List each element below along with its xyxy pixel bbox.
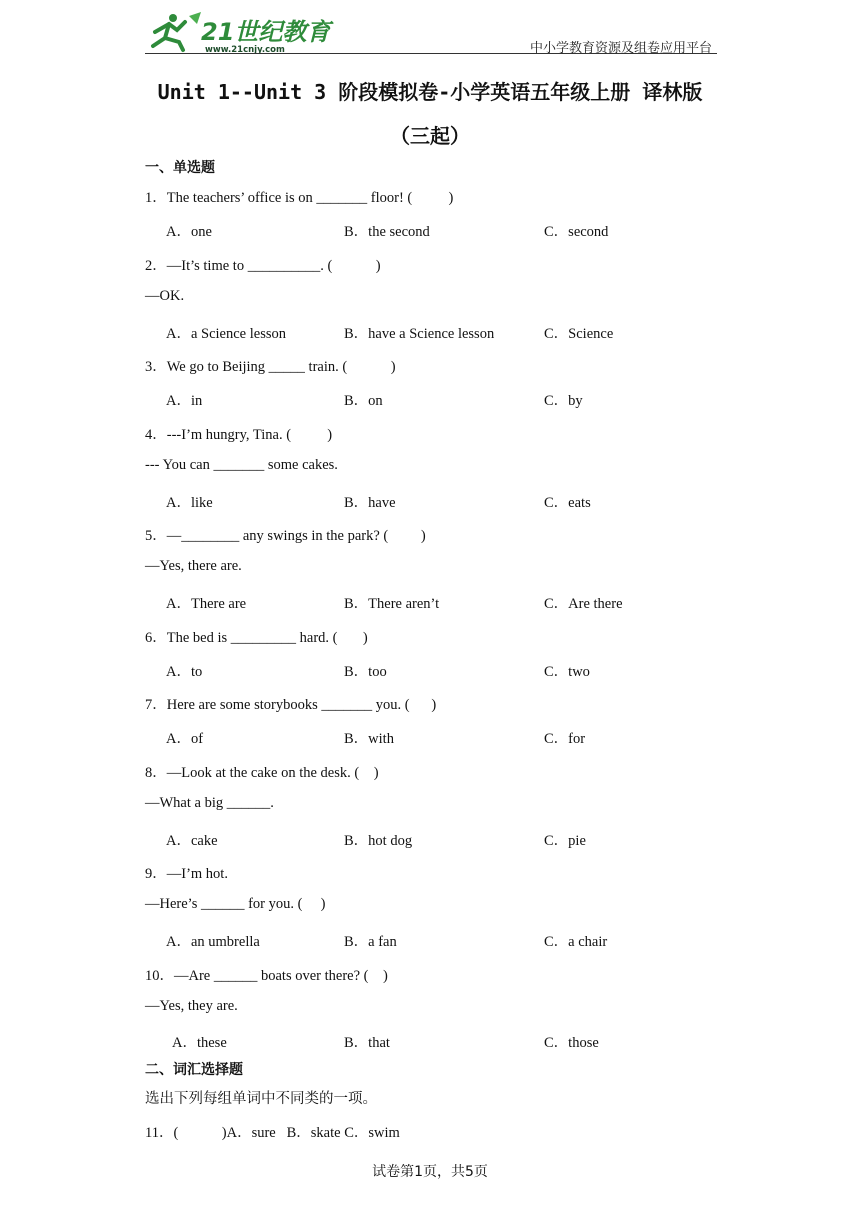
svg-text:www.21cnjy.com: www.21cnjy.com (205, 45, 285, 55)
question-3-option-b[interactable]: B．on (344, 393, 383, 409)
question-10-option-b[interactable]: B．that (344, 1035, 390, 1051)
logo (145, 10, 331, 55)
question-9-stem: 9．—I’m hot. (145, 866, 228, 882)
question-1-stem: 1．The teachers’ office is on _______ floor! ( ) (145, 190, 454, 206)
question-4-option-a[interactable]: A．like (166, 495, 213, 511)
question-9-option-b[interactable]: B．a fan (344, 934, 397, 950)
question-2-option-c[interactable]: C．Science (544, 326, 614, 342)
question-7-option-c[interactable]: C．for (544, 731, 586, 747)
question-8-option-c[interactable]: C．pie (544, 833, 586, 849)
question-8-option-a[interactable]: A．cake (166, 833, 218, 849)
question-6-option-c[interactable]: C．two (544, 664, 590, 680)
exam-title: Unit 1--Unit 3 阶段模拟卷-小学英语五年级上册 译林版 (157, 80, 703, 104)
question-11-stem: 11．( )A．sure B．skate C．swim (145, 1125, 400, 1141)
question-7-option-a[interactable]: A．of (166, 731, 204, 747)
header-divider (145, 53, 717, 54)
question-9-option-a[interactable]: A．an umbrella (166, 934, 260, 950)
question-5-option-a[interactable]: A．There are (166, 596, 247, 612)
question-3-option-c[interactable]: C．by (544, 393, 583, 409)
question-10-reply: —Yes, they are. (145, 998, 238, 1014)
question-6-option-b[interactable]: B．too (344, 664, 387, 680)
question-5-reply: —Yes, there are. (145, 558, 242, 574)
question-3-stem: 3．We go to Beijing _____ train. ( ) (145, 359, 396, 375)
question-5-stem: 5．—________ any swings in the park? ( ) (145, 528, 426, 544)
question-10-stem: 10．—Are ______ boats over there? ( ) (145, 968, 388, 984)
platform-name: 中小学教育资源及组卷应用平台 (529, 41, 712, 56)
question-8-option-b[interactable]: B．hot dog (344, 833, 413, 849)
question-5-option-c[interactable]: C．Are there (544, 596, 623, 612)
exam-subtitle: （三起） (390, 124, 470, 148)
question-4-option-b[interactable]: B．have (344, 495, 396, 511)
question-9-option-c[interactable]: C．a chair (544, 934, 608, 950)
question-10-option-a[interactable]: A．these (172, 1035, 227, 1051)
question-2-option-b[interactable]: B．have a Science lesson (344, 326, 495, 342)
section-2-instruction: 选出下列每组单词中不同类的一项。 (145, 1091, 377, 1107)
question-7-option-b[interactable]: B．with (344, 731, 394, 747)
question-7-stem: 7．Here are some storybooks _______ you. ( ) (145, 697, 437, 713)
page-header (145, 10, 717, 56)
question-6-option-a[interactable]: A．to (166, 664, 203, 680)
question-8-reply: —What a big ______. (145, 795, 274, 811)
question-5-option-b[interactable]: B．There aren’t (344, 596, 440, 612)
question-2-option-a[interactable]: A．a Science lesson (166, 326, 286, 342)
question-9-reply: —Here’s ______ for you. ( ) (145, 896, 326, 912)
question-4-option-c[interactable]: C．eats (544, 495, 591, 511)
section-heading-vocabulary: 二、词汇选择题 (145, 1062, 243, 1078)
question-6-stem: 6．The bed is _________ hard. ( ) (145, 630, 368, 646)
question-4-stem: 4．---I’m hungry, Tina. ( ) (145, 427, 333, 443)
logo-icon (145, 10, 331, 55)
question-10-option-c[interactable]: C．those (544, 1035, 599, 1051)
svg-text:21世纪教育: 21世纪教育 (201, 18, 331, 46)
question-4-reply: --- You can _______ some cakes. (145, 457, 338, 473)
page-footer: 试卷第1页，共5页 (372, 1164, 488, 1180)
question-2-reply: —OK. (145, 288, 185, 304)
question-3-option-a[interactable]: A．in (166, 393, 203, 409)
question-1-option-a[interactable]: A．one (166, 224, 212, 240)
question-8-stem: 8．—Look at the cake on the desk. ( ) (145, 765, 379, 781)
question-1-option-b[interactable]: B．the second (344, 224, 430, 240)
section-heading-single-choice: 一、单选题 (145, 160, 215, 176)
question-2-stem: 2．—It’s time to __________. ( ) (145, 258, 381, 274)
question-1-option-c[interactable]: C．second (544, 224, 609, 240)
